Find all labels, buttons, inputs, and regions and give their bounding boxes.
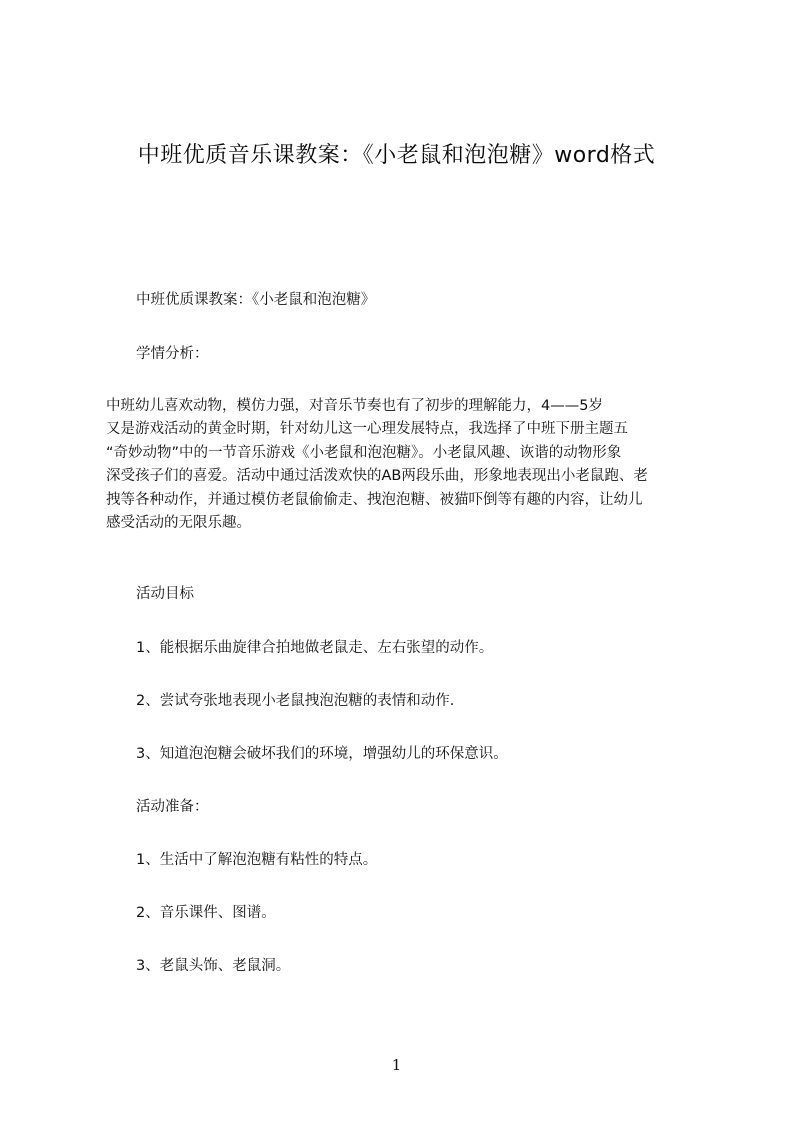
analysis-line: 深受孩子们的喜爱。活动中通过活泼欢快的AB两段乐曲，形象地表现出小老鼠跑、老 <box>106 468 648 485</box>
goal-item: 2、尝试夸张地表现小老鼠拽泡泡糖的表情和动作. <box>136 693 455 709</box>
analysis-line: 中班幼儿喜欢动物，模仿力强，对音乐节奏也有了初步的理解能力，4——5岁 <box>106 398 603 414</box>
analysis-line: “奇妙动物”中的一节音乐游戏《小老鼠和泡泡糖》。小老鼠风趣、诙谐的动物形象 <box>106 444 622 461</box>
goal-item: 3、知道泡泡糖会破坏我们的环境，增强幼儿的环保意识。 <box>136 746 508 762</box>
goal-item: 1、能根据乐曲旋律合拍地做老鼠走、左右张望的动作。 <box>136 640 494 656</box>
prep-item: 2、音乐课件、图谱。 <box>136 905 276 921</box>
document-title: 中班优质音乐课教案：《小老鼠和泡泡糖》word格式 <box>137 143 656 168</box>
analysis-line: 又是游戏活动的黄金时期，针对幼儿这一心理发展特点，我选择了中班下册主题五 <box>106 421 628 438</box>
analysis-paragraph <box>106 395 696 535</box>
analysis-line: 感受活动的无限乐趣。 <box>106 514 251 531</box>
prep-item: 3、老鼠头饰、老鼠洞。 <box>136 958 291 974</box>
prep-heading: 活动准备： <box>136 799 209 815</box>
analysis-line: 拽等各种动作，并通过模仿老鼠偷偷走、拽泡泡糖、被猫吓倒等有趣的内容，让幼儿 <box>106 491 643 508</box>
goals-heading: 活动目标 <box>136 586 194 602</box>
analysis-heading: 学情分析： <box>136 346 209 362</box>
prep-item: 1、生活中了解泡泡糖有粘性的特点。 <box>136 852 378 868</box>
page-number: 1 <box>391 1056 402 1074</box>
lesson-subtitle: 中班优质课教案：《小老鼠和泡泡糖》 <box>136 292 376 308</box>
